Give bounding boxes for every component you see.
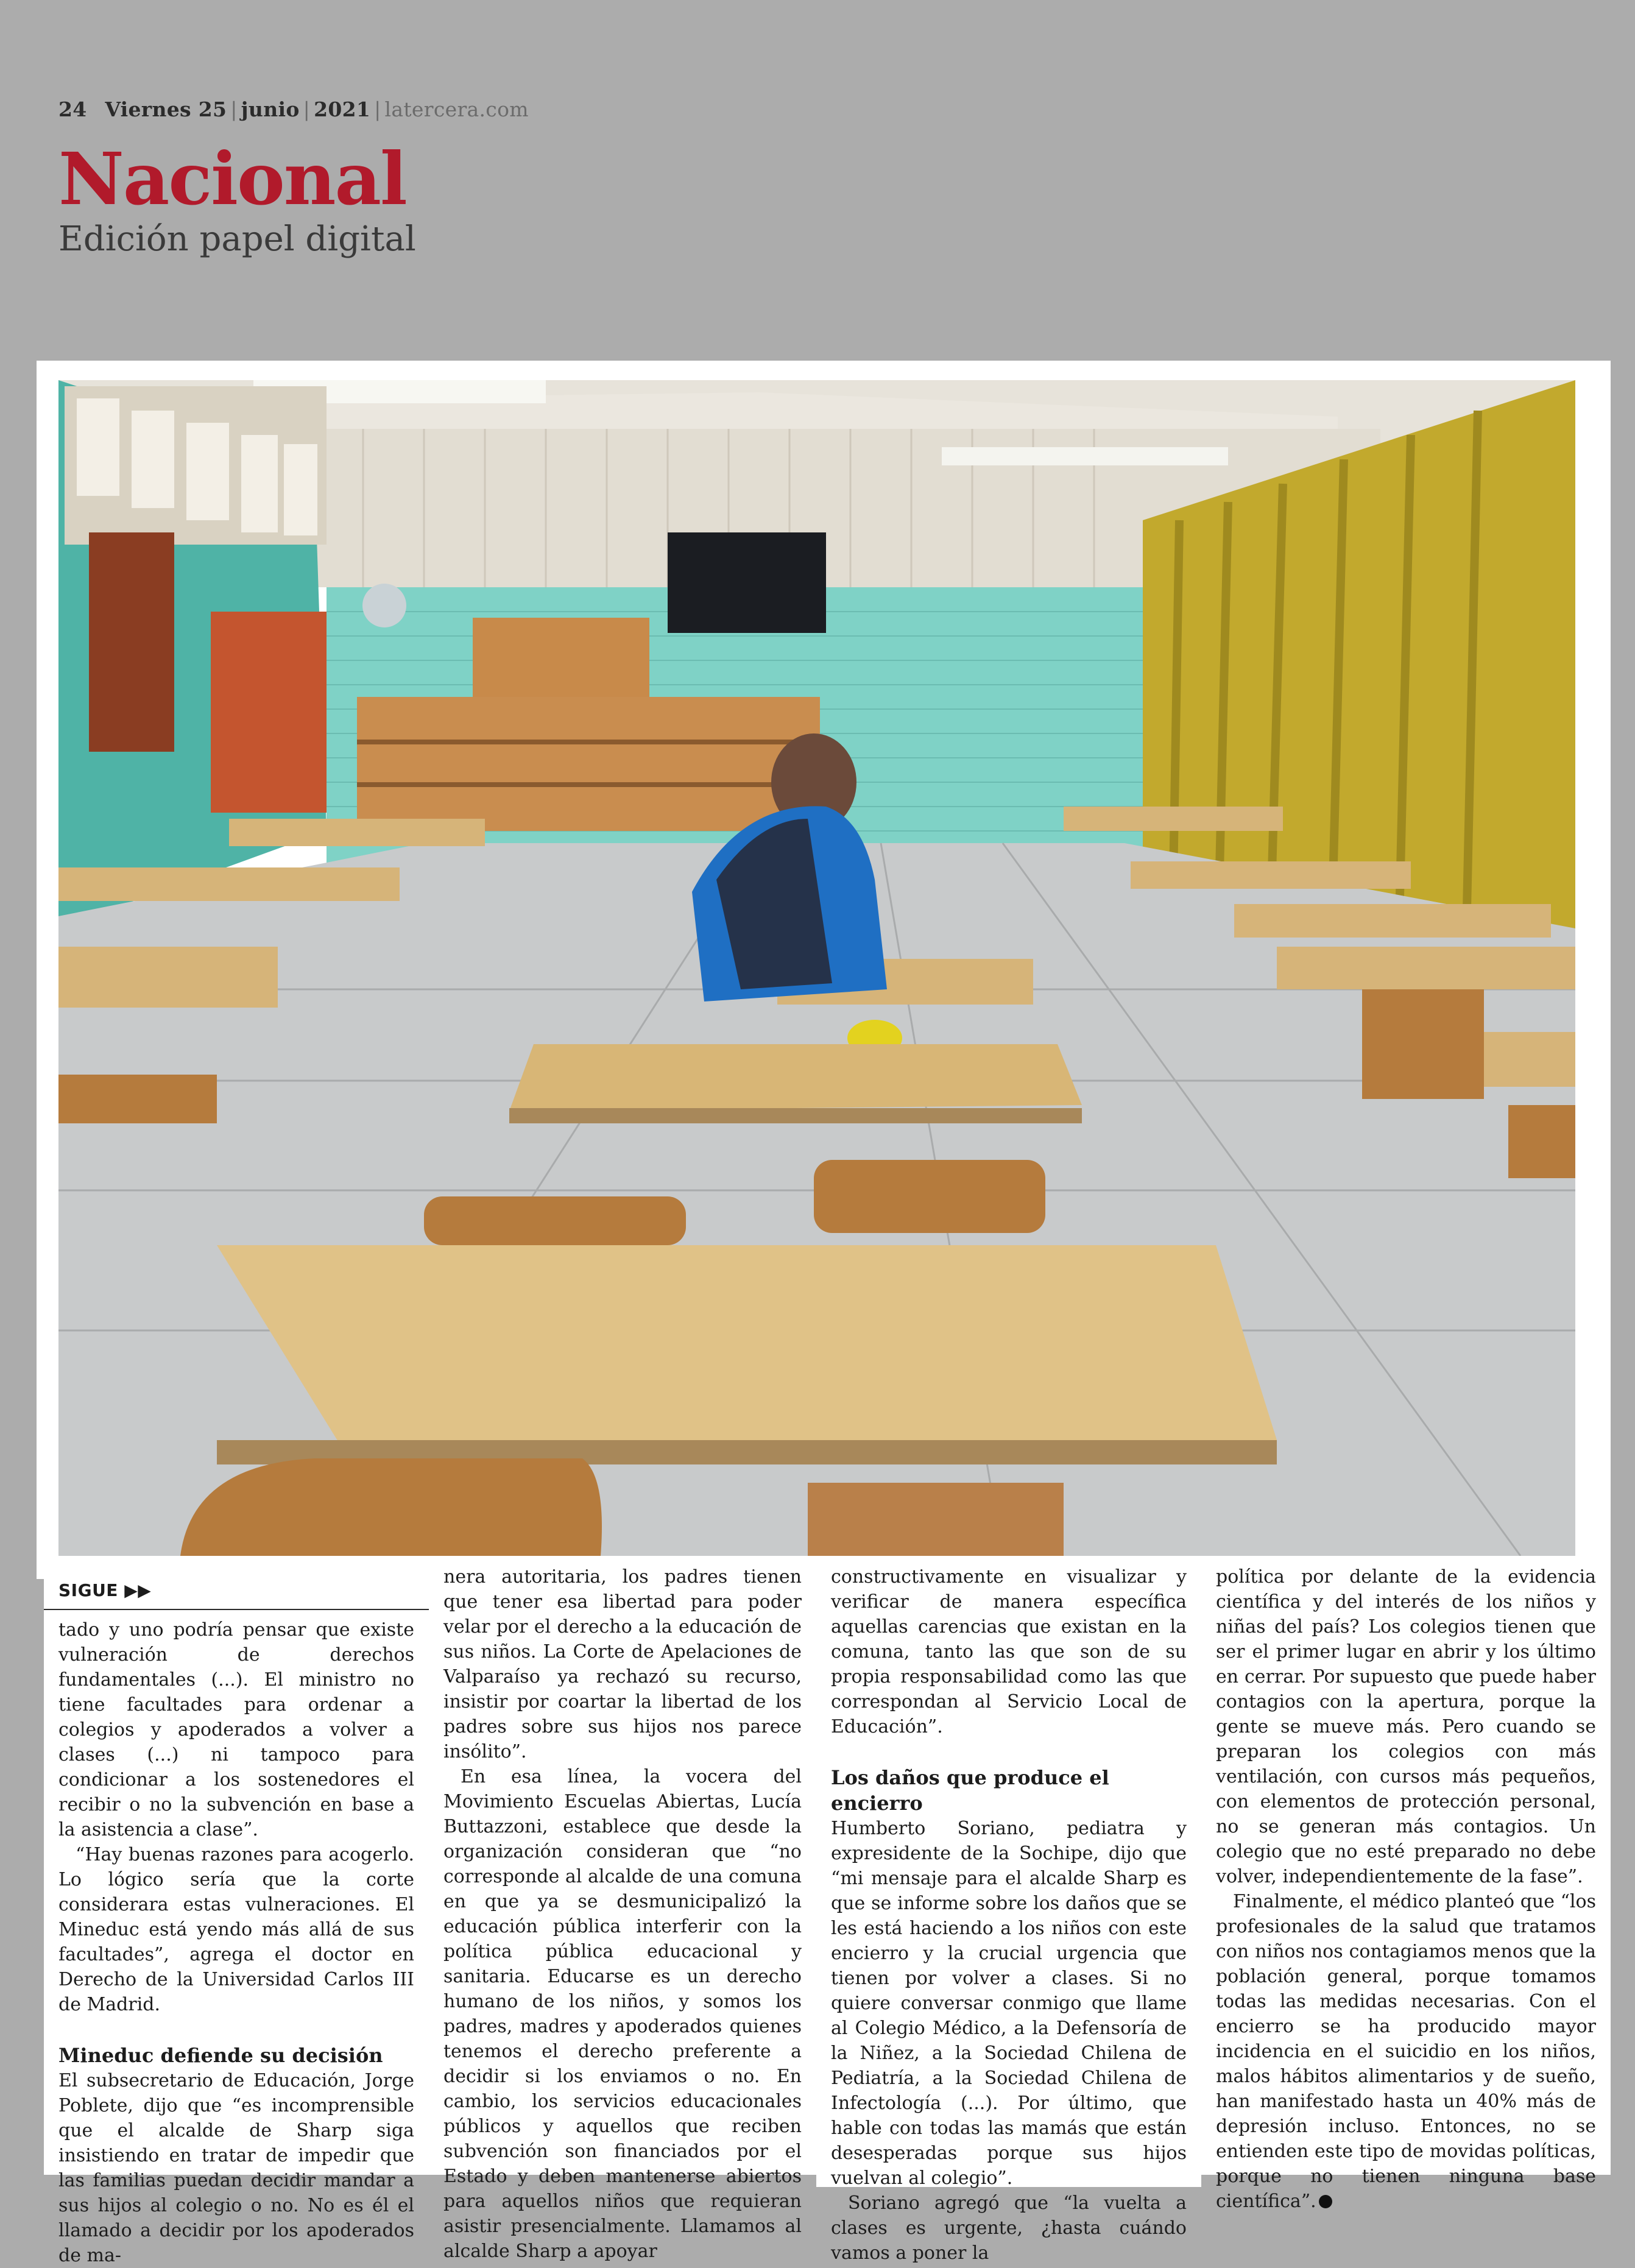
article-column-3: [816, 1556, 1201, 2264]
col3-paragraph-1: constructivamente en visualizar y verificar de manera específica aquellas carencias que existan en la comuna, tanto las que son de su propia responsabilidad como las que correspondan al Servicio Local de Educación”.: [831, 1566, 1187, 1737]
col2-paragraph-1: nera autoritaria, los padres tienen que tener esa libertad para poder velar por el derecho a la educación de sus niños. La Corte de Apelaciones de Valparaíso ya rechazó su recurso, insistir por coartar la libertad de los padres sobre sus hijos nos parece insólito”.: [443, 1566, 802, 1762]
col4-paragraph-1: política por delante de la evidencia científica y del interés de los niños y niñas del país? Los colegios tienen que ser el primer lugar en abrir y los último en cerrar. Por supuesto que puede haber contagios con la apertura, porque la gente se mueve más. Pero cuando se preparan los colegios con más ventilación, con cursos más pequeños, con elementos de protección personal, no se generan más contagios. Un colegio que no esté preparado no debe volver, independientemente de la fase”.: [1216, 1566, 1596, 1887]
page-number: 24: [58, 97, 87, 121]
section-title: Nacional: [58, 136, 406, 221]
article-column-1: [44, 1569, 429, 2266]
double-arrow-icon: ▶▶: [124, 1580, 152, 1600]
col1-paragraph-1: tado y uno podría pensar que existe vulneración de derechos fundamentales (...). El ministro no tiene facultades para ordenar a colegios y apoderados a volver a clases (...) ni tampoco para condicionar a los sostenedores el recibir o no la subvención en base a la asistencia a clase”.: [58, 1619, 414, 1840]
subheading-encierro: Los daños que produce el encierro: [831, 1766, 1109, 1815]
edition-subtitle: Edición papel digital: [58, 219, 416, 259]
col1-paragraph-2: “Hay buenas razones para acogerlo. Lo lógico sería que la corte considerara estas vulneraciones. El Mineduc está yendo más allá de sus facultades”, agrega el doctor en Derecho de la Universidad Carlos III de Madrid.: [58, 1844, 414, 2015]
col3-paragraph-2: Humberto Soriano, pediatra y expresidente de la Sochipe, dijo que “mi mensaje para el alcalde Sharp es que se informe sobre los daños que se les está haciendo a los niños con este encierro y la crucial urgencia que tienen por volver a clases. Si no quiere conversar conmigo que llame al Colegio Médico, a la Defensoría de la Niñez, a la Sociedad Chilena de Pediatría, a la Sociedad Chilena de Infectología (...). Por último, que hable con todas las mamás que están desesperadas porque sus hijos vuelvan al colegio”.: [831, 1818, 1187, 2189]
article-column-4: [1201, 1556, 1611, 2212]
issue-day: Viernes 25: [105, 97, 227, 121]
col3-paragraph-3: Soriano agregó que “la vuelta a clases es urgente, ¿hasta cuándo vamos a poner la: [831, 2192, 1187, 2264]
col2-paragraph-2: En esa línea, la vocera del Movimiento Escuelas Abiertas, Lucía Buttazzoni, establece que desde la organización consideran que “no corresponde al alcalde de una comuna en que ya se desmunicipalizó la educación pública interferir con la política pública educacional y sanitaria. Educarse es un derecho humano de los niños, y somos los padres, madres y apoderados quienes tenemos el derecho preferente a decidir si los enviamos o no. En cambio, los servicios educacionales públicos y aquellos que reciben subvención son financiados por el Estado y deben mantenerse abiertos para aquellos niños que requieran asistir presencialmente. Llamamos al alcalde Sharp a apoyar: [443, 1766, 802, 2262]
site-link[interactable]: latercera.com: [384, 97, 529, 121]
issue-month: junio: [241, 97, 300, 121]
end-mark-icon: [1319, 2195, 1332, 2208]
col4-paragraph-2: Finalmente, el médico planteó que “los profesionales de la salud que tratamos con niños nos contagiamos menos que la población general, porque tomamos todas las medidas necesarias. Con el encierro se ha producido mayor incidencia en el suicidio en los niños, malos hábitos alimentarios y de sueño, han manifestado hasta un 40% más de depresión incluso. Entonces, no se entienden este tipo de movidas políticas, porque no tienen ninguna base científica”.: [1216, 1891, 1596, 2212]
classroom-photo: [58, 380, 1575, 1556]
page-meta: 24 Viernes 25 | junio | 2021 | latercera.com: [58, 97, 529, 121]
subheading-mineduc: Mineduc defiende su decisión: [58, 2044, 383, 2067]
col1-paragraph-3: El subsecretario de Educación, Jorge Poblete, dijo que “es incomprensible que el alcalde de Sharp siga insistiendo en tratar de impedir que las familias puedan decidir mandar a sus hijos al colegio o no. No es él el llamado a decidir por los apoderados de ma-: [58, 2070, 414, 2266]
continues-label: SIGUE ▶▶: [44, 1578, 429, 1610]
article-column-2: [429, 1556, 816, 2262]
issue-year: 2021: [314, 97, 371, 121]
